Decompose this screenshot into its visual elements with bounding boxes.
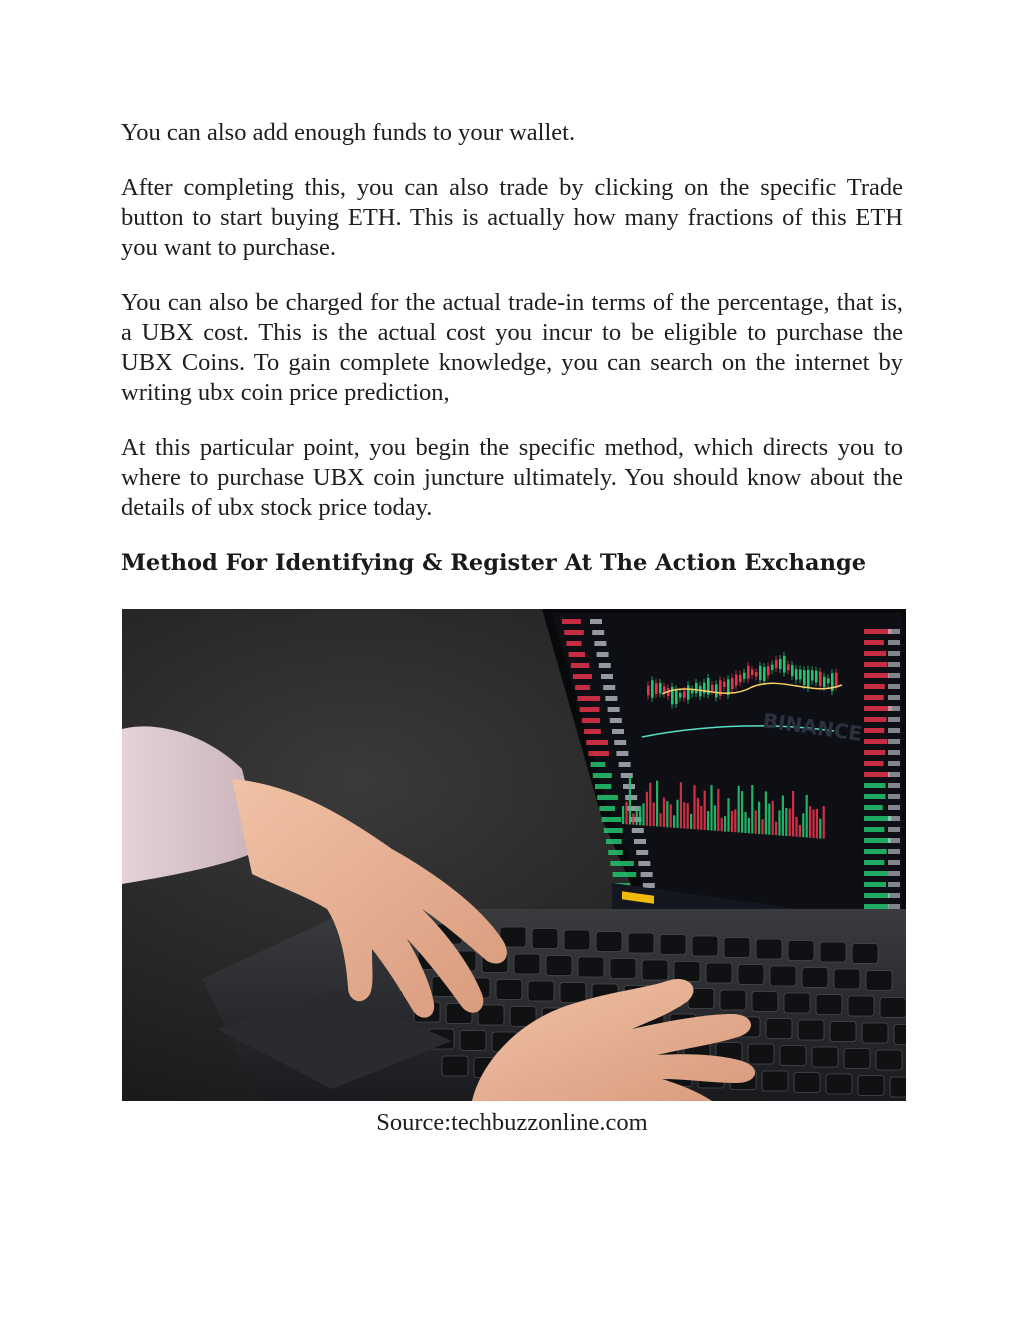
keyboard-key: [858, 1076, 884, 1096]
volume-bar: [622, 806, 624, 824]
order-row-amount: [597, 652, 609, 657]
order-row: [864, 882, 886, 887]
candle: [731, 678, 734, 689]
order-row-amount: [888, 772, 900, 777]
volume-bar: [693, 785, 695, 829]
volume-bar: [792, 791, 794, 837]
candle: [747, 666, 750, 679]
order-row: [610, 861, 633, 866]
photo-illustration: [122, 609, 906, 1101]
candle: [763, 667, 766, 681]
volume-bar: [683, 802, 685, 828]
order-row-amount: [888, 904, 900, 909]
candle: [703, 683, 706, 694]
volume-bar: [806, 795, 808, 838]
candle: [803, 670, 806, 685]
order-row-amount: [888, 739, 900, 744]
figure-caption: Source:techbuzzonline.com: [376, 1109, 648, 1136]
keyboard-key: [532, 929, 558, 949]
order-row: [864, 717, 886, 722]
volume-bar: [639, 806, 641, 825]
order-row-amount: [888, 673, 900, 678]
volume-bar: [636, 808, 638, 825]
keyboard-key: [442, 1056, 468, 1076]
volume-bar: [741, 791, 743, 833]
order-row-amount: [608, 707, 620, 712]
keyboard-key: [844, 1049, 870, 1069]
order-row-amount: [632, 828, 644, 833]
volume-bar: [680, 782, 682, 828]
candle: [719, 680, 722, 696]
order-row-amount: [888, 849, 900, 854]
order-row-amount: [612, 729, 624, 734]
volume-bar: [676, 800, 678, 828]
keyboard-key: [460, 1031, 486, 1051]
order-row: [584, 729, 601, 734]
candle: [655, 683, 658, 694]
keyboard-key: [660, 935, 686, 955]
volume-bar: [690, 814, 692, 829]
order-row-amount: [888, 662, 900, 667]
order-row: [588, 751, 609, 756]
volume-bar: [727, 798, 729, 832]
candle: [755, 672, 758, 676]
volume-bar: [761, 819, 763, 834]
candle: [767, 666, 770, 675]
order-row-amount: [888, 816, 900, 821]
order-row: [864, 838, 891, 843]
keyboard-key: [812, 1047, 838, 1067]
candle: [819, 672, 822, 687]
order-row: [599, 806, 615, 811]
volume-bar: [782, 796, 784, 836]
candle: [735, 675, 738, 686]
order-row: [864, 827, 884, 832]
order-row-amount: [614, 740, 626, 745]
volume-bar: [758, 802, 760, 834]
keyboard-key: [496, 980, 522, 1000]
order-row-amount: [888, 871, 900, 876]
order-row-amount: [888, 838, 900, 843]
volume-bar: [721, 818, 723, 831]
order-row: [593, 773, 612, 778]
volume-bar: [809, 806, 811, 838]
candle: [675, 689, 678, 703]
candle: [659, 683, 662, 693]
order-row-amount: [616, 751, 628, 756]
order-row-amount: [636, 850, 648, 855]
keyboard-key: [720, 990, 746, 1010]
keyboard-key: [692, 936, 718, 956]
order-row-amount: [634, 839, 646, 844]
volume-bar: [744, 812, 746, 833]
order-row-amount: [599, 663, 611, 668]
volume-bar: [785, 808, 787, 836]
volume-bar: [799, 825, 801, 837]
keyboard-key: [706, 963, 732, 983]
volume-bar: [819, 819, 821, 839]
candle: [779, 659, 782, 669]
order-row: [864, 750, 885, 755]
keyboard-key: [610, 959, 636, 979]
volume-bar: [789, 809, 791, 837]
candle: [783, 656, 786, 673]
keyboard-key: [876, 1050, 902, 1070]
volume-bar: [642, 803, 644, 825]
keyboard-key: [578, 957, 604, 977]
order-row: [864, 684, 885, 689]
candle: [647, 686, 650, 696]
keyboard-key: [802, 968, 828, 988]
order-row: [864, 772, 890, 777]
order-row: [864, 816, 891, 821]
keyboard-key: [560, 983, 586, 1003]
order-row-amount: [888, 695, 900, 700]
order-row-amount: [592, 630, 604, 635]
paragraph-2: After completing this, you can also trade by clicking on the specific Trade button to start buying ETH. This is actually how many fractions of this ETH you want to purchase.: [121, 174, 903, 261]
candle: [723, 682, 726, 687]
order-row-amount: [641, 872, 653, 877]
candle: [695, 683, 698, 693]
keyboard-key: [514, 954, 540, 974]
candle: [679, 693, 682, 697]
order-row: [602, 817, 622, 822]
order-row-amount: [590, 619, 602, 624]
order-row: [864, 893, 890, 898]
candle: [791, 665, 794, 676]
order-row-amount: [888, 893, 900, 898]
paragraph-4: At this particular point, you begin the specific method, which directs you to where to purchase UBX coin juncture ultimately. You should know about the details of ubx stock price today.: [121, 434, 903, 521]
keyboard-key: [784, 993, 810, 1013]
candle: [651, 680, 654, 697]
keyboard-key: [528, 981, 554, 1001]
candle: [687, 685, 690, 699]
order-row: [864, 662, 888, 667]
candle: [683, 691, 686, 698]
keyboard-key: [866, 971, 892, 991]
volume-bar: [687, 803, 689, 829]
order-row: [608, 850, 623, 855]
order-row: [864, 805, 883, 810]
section-heading: Method For Identifying & Register At The Action Exchange: [121, 550, 867, 576]
volume-bar: [710, 785, 712, 830]
order-row-amount: [601, 674, 613, 679]
keyboard-key: [880, 998, 906, 1018]
volume-bar: [629, 776, 631, 824]
keyboard-key: [762, 1071, 788, 1091]
keyboard-key: [752, 992, 778, 1012]
volume-bar: [748, 818, 750, 833]
candle: [759, 666, 762, 680]
volume-bar: [670, 804, 672, 827]
candle: [775, 660, 778, 668]
keyboard-key: [628, 933, 654, 953]
order-row: [864, 871, 888, 876]
order-row: [864, 794, 886, 799]
order-row-amount: [888, 728, 900, 733]
volume-bar: [816, 809, 818, 838]
order-row-amount: [888, 750, 900, 755]
volume-bar: [772, 801, 774, 835]
order-row: [606, 839, 622, 844]
keyboard-key: [546, 956, 572, 976]
keyboard-key: [756, 939, 782, 959]
volume-bar: [653, 802, 655, 826]
order-row-amount: [888, 794, 900, 799]
keyboard-key: [724, 938, 750, 958]
volume-bar: [724, 816, 726, 831]
keyboard-key: [770, 966, 796, 986]
order-row: [573, 674, 592, 679]
volume-bar: [714, 805, 716, 830]
candle: [799, 669, 802, 679]
volume-bar: [768, 804, 770, 835]
order-row-amount: [888, 629, 900, 634]
volume-bar: [649, 783, 651, 826]
order-row: [613, 872, 637, 877]
keyboard-key: [766, 1019, 792, 1039]
keyboard-key: [788, 941, 814, 961]
keyboard-key: [642, 960, 668, 980]
volume-bar: [697, 798, 699, 829]
keyboard-key: [852, 944, 878, 964]
volume-bar: [646, 792, 648, 826]
keyboard-key: [478, 1005, 504, 1025]
article-body: [121, 118, 903, 603]
keyboard-key: [748, 1044, 774, 1064]
trading-laptop-photo: [122, 609, 906, 1101]
candle: [811, 670, 814, 680]
order-row: [864, 783, 886, 788]
order-row-amount: [888, 684, 900, 689]
candle: [771, 665, 774, 670]
volume-bar: [700, 806, 702, 830]
candle: [807, 670, 810, 688]
keyboard-key: [890, 1077, 906, 1097]
volume-bar: [717, 789, 719, 831]
candle: [711, 685, 714, 691]
order-row-amount: [888, 805, 900, 810]
order-row: [569, 652, 585, 657]
order-row: [864, 629, 892, 634]
candle: [739, 675, 742, 682]
candle: [751, 669, 754, 675]
volume-bar: [731, 811, 733, 832]
order-row: [864, 860, 884, 865]
order-row: [580, 707, 600, 712]
keyboard-key: [798, 1020, 824, 1040]
keyboard-key: [894, 1025, 906, 1045]
order-row: [595, 784, 611, 789]
order-row-amount: [638, 861, 650, 866]
candle: [827, 679, 830, 684]
order-row: [566, 641, 581, 646]
order-row-amount: [888, 860, 900, 865]
order-row: [864, 739, 887, 744]
keyboard-key: [848, 996, 874, 1016]
candle: [823, 677, 826, 687]
order-row: [864, 904, 889, 909]
volume-bar: [656, 781, 658, 827]
order-row-amount: [619, 762, 631, 767]
order-row: [864, 673, 889, 678]
keyboard-key: [780, 1046, 806, 1066]
keyboard-key: [830, 1022, 856, 1042]
keyboard-key: [862, 1023, 888, 1043]
order-row-amount: [888, 882, 900, 887]
volume-bar: [707, 811, 709, 830]
order-row: [864, 651, 886, 656]
volume-bar: [625, 802, 627, 825]
order-row-amount: [594, 641, 606, 646]
volume-bar: [659, 813, 661, 826]
volume-bar: [751, 785, 753, 833]
keyboard-key: [596, 932, 622, 952]
paragraph-1: You can also add enough funds to your wallet.: [121, 119, 576, 146]
candle: [835, 673, 838, 686]
order-row: [864, 640, 884, 645]
order-row-amount: [888, 651, 900, 656]
candle: [795, 669, 798, 679]
order-row: [564, 630, 584, 635]
volume-bar: [823, 806, 825, 839]
order-row-amount: [625, 795, 637, 800]
keyboard-key: [674, 962, 700, 982]
order-row: [575, 685, 590, 690]
order-row-amount: [888, 761, 900, 766]
volume-bar: [795, 817, 797, 837]
volume-bar: [673, 815, 675, 827]
candle: [815, 671, 818, 683]
order-row: [864, 728, 884, 733]
keyboard-key: [820, 942, 846, 962]
order-row: [577, 696, 600, 701]
volume-bar: [765, 791, 767, 834]
order-row-amount: [605, 696, 617, 701]
keyboard-key: [816, 995, 842, 1015]
order-row: [864, 849, 887, 854]
paragraph-3: You can also be charged for the actual trade-in terms of the percentage, that is, a UBX cost. This is the actual cost you incur to be eligible to purchase the UBX Coins. To gain complete knowledge, you can search on the internet by writing ubx coin price prediction,: [121, 289, 903, 406]
order-row: [864, 761, 884, 766]
order-row: [864, 695, 884, 700]
order-row: [562, 619, 581, 624]
volume-bar: [755, 810, 757, 833]
screen-watermark: BINANCE: [761, 708, 864, 746]
volume-bar: [778, 810, 780, 835]
order-row-amount: [888, 640, 900, 645]
order-row: [586, 740, 608, 745]
candle: [787, 665, 790, 671]
order-row-amount: [643, 883, 655, 888]
keyboard-key: [826, 1074, 852, 1094]
candle: [743, 673, 746, 679]
volume-bar: [802, 813, 804, 837]
order-row: [582, 718, 600, 723]
order-row-amount: [888, 717, 900, 722]
order-row: [597, 795, 618, 800]
order-row-amount: [888, 827, 900, 832]
keyboard-key: [738, 965, 764, 985]
order-row: [864, 706, 892, 711]
order-row-amount: [610, 718, 622, 723]
order-row-amount: [603, 685, 615, 690]
order-row: [571, 663, 589, 668]
keyboard-key: [794, 1073, 820, 1093]
volume-bar: [775, 822, 777, 835]
order-row: [591, 762, 606, 767]
volume-bar: [632, 813, 634, 824]
keyboard-key: [834, 969, 860, 989]
keyboard-key: [564, 930, 590, 950]
order-row: [604, 828, 623, 833]
candle: [715, 684, 718, 697]
volume-bar: [666, 801, 668, 827]
volume-bar: [734, 809, 736, 832]
volume-bar: [663, 798, 665, 827]
volume-bar: [704, 791, 706, 830]
volume-bar: [812, 809, 814, 838]
order-row-amount: [888, 783, 900, 788]
order-row-amount: [888, 706, 900, 711]
volume-bar: [738, 786, 740, 833]
